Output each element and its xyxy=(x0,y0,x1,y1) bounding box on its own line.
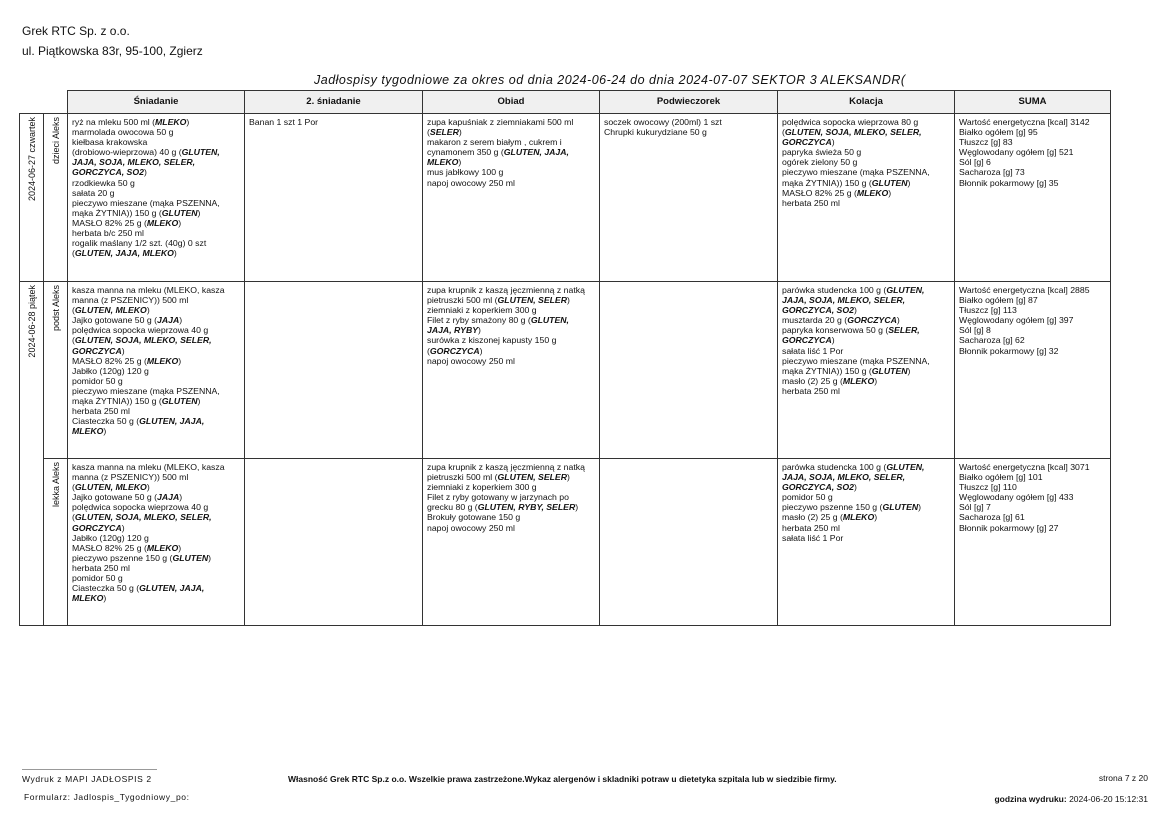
table-row xyxy=(20,114,1111,282)
cell-line: JAJA, SOJA, MLEKO, SELER, xyxy=(782,295,906,306)
diet-cell xyxy=(44,459,68,626)
footer-ownership-note: Własność Grek RTC Sp.z o.o. Wszelkie prawa zastrzeżone.Wykaz alergenów i skladniki potraw u dietetyka szpitala lub w siedzibie firmy. xyxy=(288,774,837,784)
cell-line: pieczywo mieszane (mąka PSZENNA, xyxy=(782,167,930,178)
cell-line: sałata liść 1 Por xyxy=(782,532,844,543)
meal-cell xyxy=(778,282,955,459)
cell-line: Sacharoza [g] 62 xyxy=(959,335,1025,346)
cell-line: pietruszki 500 ml (GLUTEN, SELER) xyxy=(427,472,570,483)
cell-line: Ciasteczka 50 g (GLUTEN, JAJA, xyxy=(72,416,205,427)
cell-line: ryż na mleku 500 ml (MLEKO) xyxy=(72,117,190,127)
cell-line: herbata 250 ml xyxy=(72,562,130,573)
cell-line: Białko ogółem [g] 101 xyxy=(959,472,1043,483)
cell-line: ziemniaki z koperkiem 300 g xyxy=(427,482,537,493)
cell-line: Wartość energetyczna [kcal] 3142 xyxy=(959,117,1090,127)
cell-line: Sól [g] 8 xyxy=(959,325,991,336)
meal-cell xyxy=(68,459,245,626)
company-address: ul. Piątkowska 83r, 95-100, Zgierz xyxy=(22,44,203,58)
meal-cell xyxy=(423,114,600,282)
meal-cell xyxy=(245,282,423,459)
cell-line: MASŁO 82% 25 g (MLEKO) xyxy=(72,542,182,553)
cell-line: papryka konserwowa 50 g (SELER, xyxy=(782,325,920,336)
cell-line: pieczywo mieszane (mąka PSZENNA, xyxy=(72,197,220,208)
cell-line: Węglowodany ogółem [g] 433 xyxy=(959,492,1074,503)
cell-line: Jajko gotowane 50 g (JAJA) xyxy=(72,492,183,503)
cell-line: (GLUTEN, SOJA, MLEKO, SELER, xyxy=(72,512,212,523)
cell-line: mąka ŻYTNIA)) 150 g (GLUTEN) xyxy=(72,207,201,218)
cell-line: Białko ogółem [g] 87 xyxy=(959,295,1038,306)
cell-line: Filet z ryby gotowany w jarzynach po xyxy=(427,492,569,503)
cell-line: Błonnik pokarmowy [g] 35 xyxy=(959,177,1059,188)
cell-line: (GLUTEN, SOJA, MLEKO, SELER, xyxy=(72,335,212,346)
column-header-lunch: Obiad xyxy=(423,91,600,114)
cell-line: rzodkiewka 50 g xyxy=(72,177,135,188)
cell-line: parówka studencka 100 g (GLUTEN, xyxy=(782,285,925,295)
cell-line: MASŁO 82% 25 g (MLEKO) xyxy=(72,355,182,366)
meal-cell xyxy=(68,114,245,282)
date-label: 2024-06-27 czwartek xyxy=(26,117,37,202)
cell-line: Jabłko (120g) 120 g xyxy=(72,532,149,543)
cell-line: Jabłko (120g) 120 g xyxy=(72,365,149,376)
cell-line: ogórek zielony 50 g xyxy=(782,157,858,168)
cell-line: Jajko gotowane 50 g (JAJA) xyxy=(72,315,183,326)
cell-line: (GORCZYCA) xyxy=(427,345,483,356)
column-header-afternoon-snack: Podwieczorek xyxy=(600,91,778,114)
cell-line: (GLUTEN, MLEKO) xyxy=(72,305,150,316)
cell-line: manna (z PSZENICY)) 500 ml xyxy=(72,295,189,306)
page-number: strona 7 z 20 xyxy=(1098,773,1148,783)
cell-line: masło (2) 25 g (MLEKO) xyxy=(782,512,878,523)
cell-line: Chrupki kukurydziane 50 g xyxy=(604,127,707,138)
cell-line: mąka ŻYTNIA)) 150 g (GLUTEN) xyxy=(72,396,201,407)
cell-line: Błonnik pokarmowy [g] 32 xyxy=(959,345,1059,356)
cell-line: zupa krupnik z kaszą jęczmienną z natką xyxy=(427,285,585,295)
cell-line: polędwica sopocka wieprzowa 40 g xyxy=(72,325,209,336)
document-title: Jadłospisy tygodniowe za okres od dnia 2024-06-24 do dnia 2024-07-07 SEKTOR 3 ALEKSANDR( xyxy=(314,73,906,87)
cell-line: napoj owocowy 250 ml xyxy=(427,522,515,533)
cell-line: (SELER) xyxy=(427,127,462,138)
cell-line: Tłuszcz [g] 83 xyxy=(959,137,1013,148)
footer-rule xyxy=(22,769,157,770)
cell-line: Tłuszcz [g] 113 xyxy=(959,305,1017,316)
meal-cell xyxy=(600,459,778,626)
cell-line: MASŁO 82% 25 g (MLEKO) xyxy=(782,187,892,198)
cell-line: MLEKO) xyxy=(72,593,107,604)
nutrition-sum-cell xyxy=(955,282,1111,459)
column-header-breakfast: Śniadanie xyxy=(68,91,245,114)
cell-line: cynamonem 350 g (GLUTEN, JAJA, xyxy=(427,147,569,158)
table-row xyxy=(20,282,1111,459)
cell-line: kiełbasa krakowska xyxy=(72,137,148,148)
meal-cell xyxy=(778,459,955,626)
meal-cell xyxy=(245,459,423,626)
cell-line: Węglowodany ogółem [g] 521 xyxy=(959,147,1074,158)
footer-form: Formularz: Jadlospis_Tygodniowy_po: xyxy=(24,792,190,802)
company-name: Grek RTC Sp. z o.o. xyxy=(22,24,130,38)
cell-line: mąka ŻYTNIA)) 150 g (GLUTEN) xyxy=(782,177,911,188)
cell-line: MLEKO) xyxy=(427,157,462,168)
cell-line: Wartość energetyczna [kcal] 2885 xyxy=(959,285,1090,295)
nutrition-sum-cell xyxy=(955,114,1111,282)
cell-line: Wartość energetyczna [kcal] 3071 xyxy=(959,462,1090,472)
diet-cell xyxy=(44,114,68,282)
meal-cell xyxy=(68,282,245,459)
cell-line: JAJA, SOJA, MLEKO, SELER, xyxy=(72,157,196,168)
cell-line: Białko ogółem [g] 95 xyxy=(959,127,1038,138)
meal-cell xyxy=(423,459,600,626)
cell-line: (GLUTEN, JAJA, MLEKO) xyxy=(72,248,177,259)
cell-line: GORCZYCA, SO2) xyxy=(782,482,857,493)
cell-line: musztarda 20 g (GORCZYCA) xyxy=(782,315,900,326)
cell-line: (GLUTEN, SOJA, MLEKO, SELER, xyxy=(782,127,922,138)
diet-cell xyxy=(44,282,68,459)
weekly-menu-table xyxy=(19,90,1111,626)
cell-line: napoj owocowy 250 ml xyxy=(427,355,515,366)
footer-program: Wydruk z MAPI JADŁOSPIS 2 xyxy=(22,774,152,784)
cell-line: herbata 250 ml xyxy=(72,406,130,417)
column-header-supper: Kolacja xyxy=(778,91,955,114)
header-blank xyxy=(20,91,68,114)
cell-line: MASŁO 82% 25 g (MLEKO) xyxy=(72,217,182,228)
print-time-label: godzina wydruku: xyxy=(994,794,1067,804)
cell-line: GORCZYCA) xyxy=(72,522,125,533)
cell-line: pieczywo mieszane (mąka PSZENNA, xyxy=(72,385,220,396)
cell-line: napoj owocowy 250 ml xyxy=(427,177,515,188)
cell-line: herbata 250 ml xyxy=(782,522,840,533)
cell-line: parówka studencka 100 g (GLUTEN, xyxy=(782,462,925,472)
cell-line: manna (z PSZENICY)) 500 ml xyxy=(72,472,189,483)
cell-line: rogalik maślany 1/2 szt. (40g) 0 szt xyxy=(72,238,207,249)
nutrition-sum-cell xyxy=(955,459,1111,626)
cell-line: pomidor 50 g xyxy=(72,375,123,386)
date-cell xyxy=(20,114,44,282)
meal-cell xyxy=(423,282,600,459)
cell-line: grecku 80 g (GLUTEN, RYBY, SELER) xyxy=(427,502,579,513)
cell-line: pieczywo pszenne 150 g (GLUTEN) xyxy=(782,502,922,513)
cell-line: herbata 250 ml xyxy=(782,385,840,396)
diet-label: dzieci Aleks xyxy=(50,117,61,165)
cell-line: polędwica sopocka wieprzowa 80 g xyxy=(782,117,919,127)
cell-line: pomidor 50 g xyxy=(72,573,123,584)
print-time xyxy=(994,794,1148,804)
cell-line: GORCZYCA) xyxy=(782,335,835,346)
diet-label: lekka Aleks xyxy=(50,462,61,508)
cell-line: sałata liść 1 Por xyxy=(782,345,844,356)
table-row xyxy=(20,459,1111,626)
cell-line: (GLUTEN, MLEKO) xyxy=(72,482,150,493)
date-cell xyxy=(20,282,44,626)
cell-line: soczek owocowy (200ml) 1 szt xyxy=(604,117,722,127)
diet-label: podst Aleks xyxy=(50,285,61,332)
cell-line: Sacharoza [g] 61 xyxy=(959,512,1025,523)
cell-line: pomidor 50 g xyxy=(782,492,833,503)
cell-line: polędwica sopocka wieprzowa 40 g xyxy=(72,502,209,513)
cell-line: herbata b/c 250 ml xyxy=(72,228,144,239)
cell-line: surówka z kiszonej kapusty 150 g xyxy=(427,335,557,346)
cell-line: mąka ŻYTNIA)) 150 g (GLUTEN) xyxy=(782,365,911,376)
cell-line: kasza manna na mleku (MLEKO, kasza xyxy=(72,462,225,472)
cell-line: marmolada owocowa 50 g xyxy=(72,127,174,138)
print-time-value: 2024-06-20 15:12:31 xyxy=(1069,794,1148,804)
cell-line: JAJA, RYBY) xyxy=(427,325,481,336)
date-label: 2024-06-28 piątek xyxy=(26,285,37,358)
cell-line: Sól [g] 6 xyxy=(959,157,991,168)
cell-line: mus jabłkowy 100 g xyxy=(427,167,504,178)
cell-line: pietruszki 500 ml (GLUTEN, SELER) xyxy=(427,295,570,306)
cell-line: sałata 20 g xyxy=(72,187,115,198)
cell-line: zupa krupnik z kaszą jęczmienną z natką xyxy=(427,462,585,472)
cell-line: MLEKO) xyxy=(72,426,107,437)
cell-line: (drobiowo-wieprzowa) 40 g (GLUTEN, xyxy=(72,147,220,158)
cell-line: herbata 250 ml xyxy=(782,197,840,208)
cell-line: Sól [g] 7 xyxy=(959,502,991,513)
column-header-sum: SUMA xyxy=(955,91,1111,114)
cell-line: Tłuszcz [g] 110 xyxy=(959,482,1017,493)
cell-line: papryka świeża 50 g xyxy=(782,147,862,158)
cell-line: makaron z serem białym , cukrem i xyxy=(427,137,562,148)
cell-line: Ciasteczka 50 g (GLUTEN, JAJA, xyxy=(72,583,205,594)
cell-line: Brokuły gotowane 150 g xyxy=(427,512,521,523)
meal-cell xyxy=(600,114,778,282)
cell-line: Banan 1 szt 1 Por xyxy=(249,117,319,127)
cell-line: GORCZYCA, SO2) xyxy=(72,167,147,178)
meal-cell xyxy=(778,114,955,282)
cell-line: Błonnik pokarmowy [g] 27 xyxy=(959,522,1059,533)
cell-line: GORCZYCA) xyxy=(782,137,835,148)
cell-line: pieczywo mieszane (mąka PSZENNA, xyxy=(782,355,930,366)
cell-line: GORCZYCA, SO2) xyxy=(782,305,857,316)
column-header-second-breakfast: 2. śniadanie xyxy=(245,91,423,114)
cell-line: pieczywo pszenne 150 g (GLUTEN) xyxy=(72,552,212,563)
cell-line: Sacharoza [g] 73 xyxy=(959,167,1025,178)
meal-cell xyxy=(245,114,423,282)
cell-line: zupa kapuśniak z ziemniakami 500 ml xyxy=(427,117,574,127)
cell-line: GORCZYCA) xyxy=(72,345,125,356)
cell-line: Filet z ryby smażony 80 g (GLUTEN, xyxy=(427,315,569,326)
cell-line: masło (2) 25 g (MLEKO) xyxy=(782,375,878,386)
cell-line: ziemniaki z koperkiem 300 g xyxy=(427,305,537,316)
cell-line: JAJA, SOJA, MLEKO, SELER, xyxy=(782,472,906,483)
cell-line: Węglowodany ogółem [g] 397 xyxy=(959,315,1074,326)
cell-line: kasza manna na mleku (MLEKO, kasza xyxy=(72,285,225,295)
meal-cell xyxy=(600,282,778,459)
